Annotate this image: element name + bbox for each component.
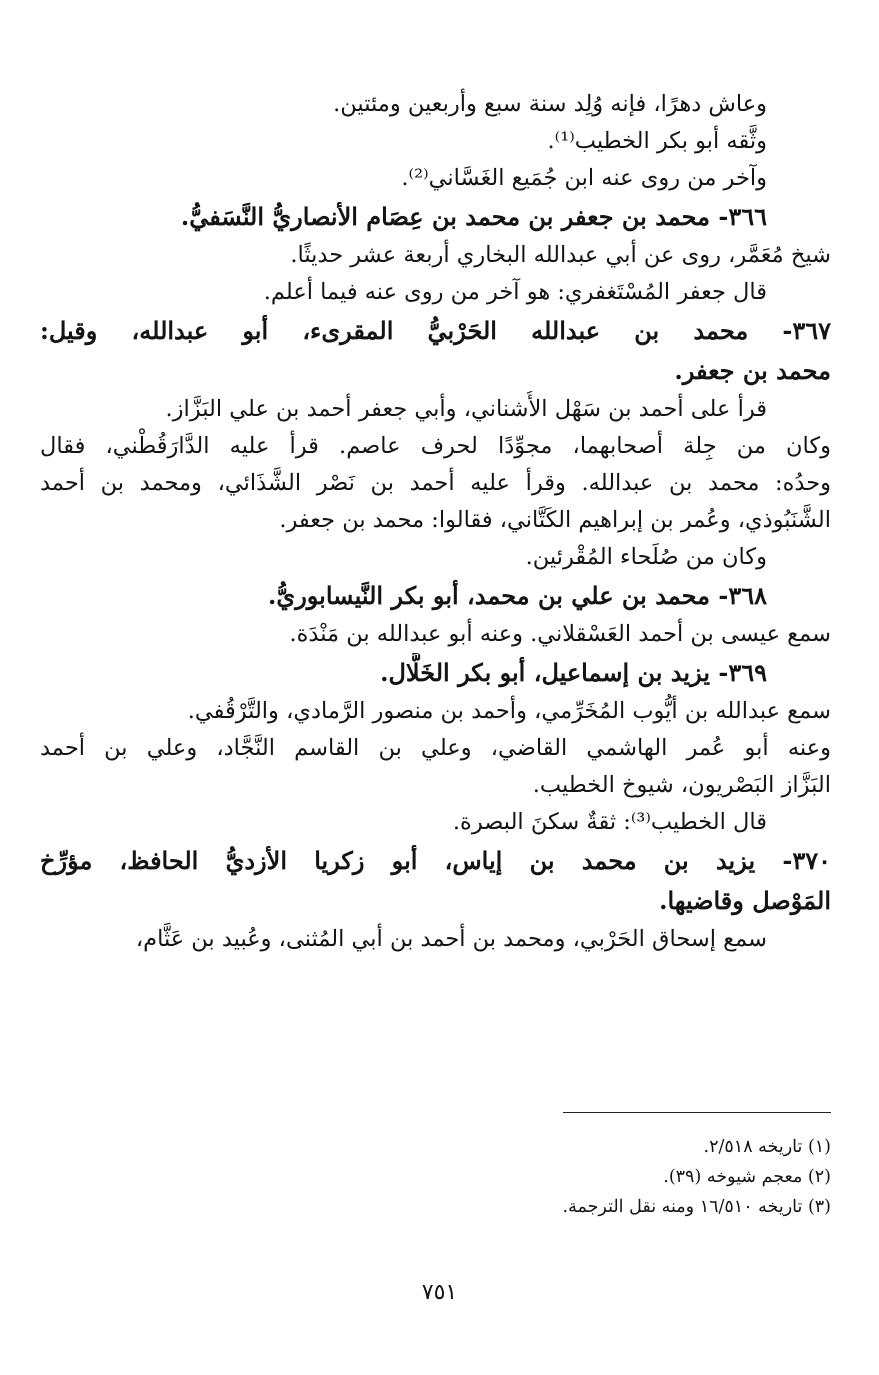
text-line: وكان من جِلة أصحابهما، مجوِّدًا لحرف عاصم. قرأ عليه الدَّارَقُطْني، فقال <box>40 433 831 459</box>
text-line: قرأ على أحمد بن سَهْل الأُشناني، وأبي جعفر أحمد بن علي البَزَّاز. <box>165 396 767 422</box>
text-line: سمع عيسى بن أحمد العَسْقلاني. وعنه أبو عبدالله بن مَنْدَة. <box>289 621 831 647</box>
page-number: ٧٥١ <box>421 1280 458 1305</box>
text-line: وآخر من روى عنه ابن جُمَيع الغَسَّاني⁽²⁾. <box>401 165 767 191</box>
entry-heading-369: ٣٦٩- يزيد بن إسماعيل، أبو بكر الخَلَّال. <box>380 658 767 687</box>
text-line: سمع إسحاق الحَرْبي، ومحمد بن أحمد بن أبي المُثنى، وعُبيد بن عَثَّام، <box>135 926 767 952</box>
text-line: وثَّقه أبو بكر الخطيب⁽¹⁾. <box>547 128 767 154</box>
footnote-3: (٣) تاريخه ١٦/٥١٠ ومنه نقل الترجمة. <box>562 1197 831 1217</box>
main-text <box>40 86 831 958</box>
text-line: وعنه أبو عُمر الهاشمي القاضي، وعلي بن القاسم النَّجَّاد، وعلي بن أحمد <box>40 735 831 761</box>
text-line: وعاش دهرًا، فإنه وُلِد سنة سبع وأربعين ومئتين. <box>333 91 767 117</box>
text-line: الشَّنَبُوذي، وعُمر بن إبراهيم الكَتَّاني، فقالوا: محمد بن جعفر. <box>279 507 831 533</box>
footnote-2: (٢) معجم شيوخه (٣٩). <box>663 1167 831 1187</box>
entry-heading-366: ٣٦٦- محمد بن جعفر بن محمد بن عِصَام الأنصاريُّ النَّسَفيُّ. <box>180 202 767 231</box>
footnote-1: (١) تاريخه ٢/٥١٨. <box>703 1137 831 1157</box>
text-line: وكان من صُلَحاء المُقْرئين. <box>525 544 767 570</box>
text-line: قال جعفر المُسْتَغفري: هو آخر من روى عنه فيما أعلم. <box>263 279 767 305</box>
text-line: سمع عبدالله بن أيُّوب المُخَرِّمي، وأحمد بن منصور الرَّمادي، والتَّرْقُفي. <box>187 698 831 724</box>
text-line: البَزَّاز البَصْريون، شيوخ الخطيب. <box>532 772 831 798</box>
text-line: وحدُه: محمد بن عبدالله. وقرأ عليه أحمد بن نَصْر الشَّذَائي، ومحمد بن أحمد <box>40 470 831 496</box>
text-line: شيخ مُعَمَّر، روى عن أبي عبدالله البخاري أربعة عشر حديثًا. <box>290 242 831 268</box>
entry-heading-370-cont: المَوْصل وقاضيها. <box>659 886 831 915</box>
entry-heading-367-cont: محمد بن جعفر. <box>674 356 831 385</box>
footnotes <box>300 1132 831 1222</box>
entry-heading-370: ٣٧٠- يزيد بن محمد بن إياس، أبو زكريا الأزديُّ الحافظ، مؤرِّخ <box>40 846 831 875</box>
entry-heading-367: ٣٦٧- محمد بن عبدالله الحَرْبيُّ المقرىء، أبو عبدالله، وقيل: <box>40 316 831 345</box>
entry-heading-368: ٣٦٨- محمد بن علي بن محمد، أبو بكر النَّيسابوريُّ. <box>268 581 767 610</box>
footnote-separator <box>563 1112 831 1113</box>
text-line: قال الخطيب⁽³⁾: ثقةٌ سكنَ البصرة. <box>452 809 767 835</box>
